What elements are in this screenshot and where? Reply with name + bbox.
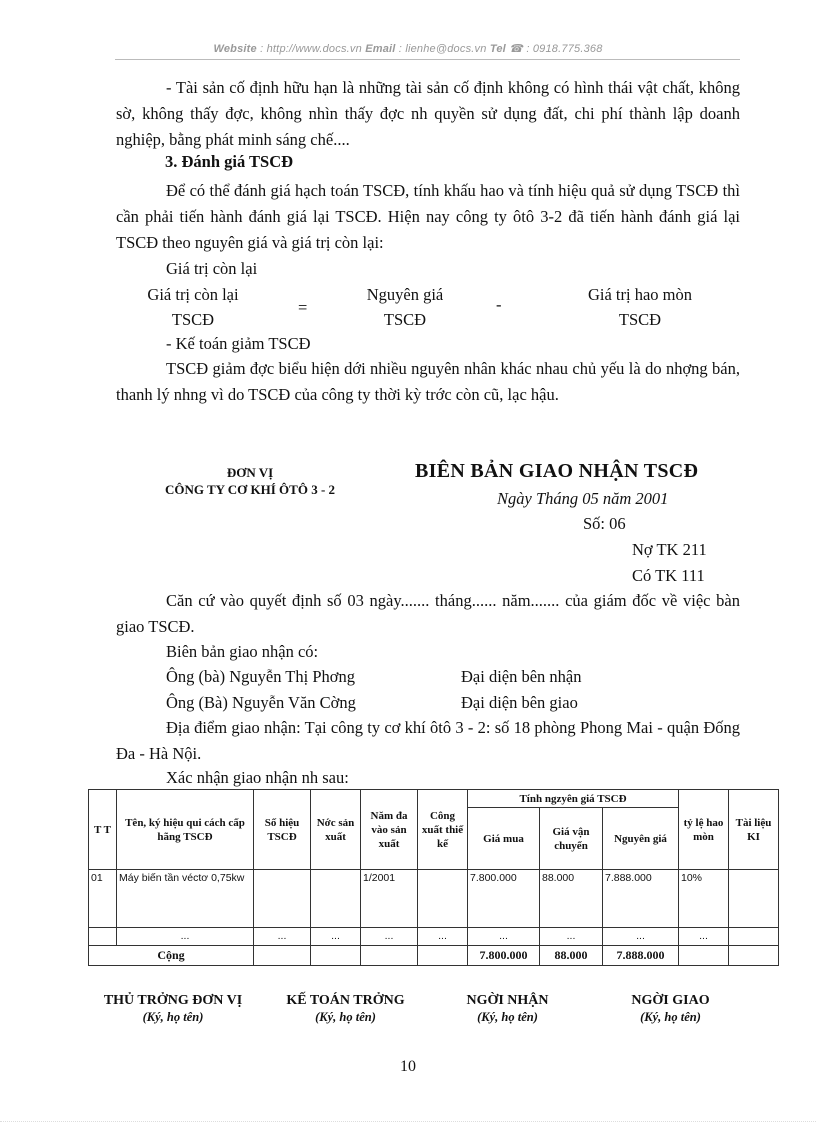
dots-cell: ... — [603, 928, 679, 946]
signature-chief-accountant — [268, 992, 423, 1026]
dots-cell: ... — [540, 928, 603, 946]
row-docs — [729, 870, 779, 928]
confirm-line: Xác nhận giao nhận nh sau: — [166, 768, 349, 787]
signature-receiver — [430, 992, 585, 1026]
signature-note: (Ký, họ tên) — [477, 1010, 538, 1024]
dots-cell: ... — [311, 928, 361, 946]
unit-block — [120, 464, 380, 498]
signature-note: (Ký, họ tên) — [142, 1010, 204, 1024]
credit-account: Có TK 111 — [632, 566, 705, 585]
signature-head-of-unit — [88, 992, 258, 1026]
dots-cell: ... — [254, 928, 311, 946]
paragraph-decrease-heading: - Kế toán giảm TSCĐ — [166, 334, 311, 353]
formula-lhs-bottom: TSCĐ — [171, 310, 215, 329]
row-transport: 88.000 — [540, 870, 603, 928]
total-original: 7.888.000 — [603, 946, 679, 966]
unit-label: ĐƠN VỊ — [226, 465, 274, 480]
row-rate: 10% — [679, 870, 729, 928]
row-year-use: 1/2001 — [361, 870, 418, 928]
col-code: Số hiệu TSCĐ — [254, 790, 311, 870]
row-code — [254, 870, 311, 928]
formula-minus: - — [496, 295, 502, 314]
col-tt: T T — [89, 790, 117, 870]
row-country — [311, 870, 361, 928]
tel-label: Tel — [489, 43, 506, 55]
page-number: 10 — [400, 1058, 416, 1075]
dots-cell — [89, 928, 117, 946]
dots-cell: ... — [117, 928, 254, 946]
col-docs: Tài liệu KI — [729, 790, 779, 870]
formula-mid-bottom: TSCĐ — [383, 310, 427, 329]
debit-account: Nợ TK 211 — [632, 540, 707, 559]
col-year-use: Năm đa vào sản xuất — [361, 790, 418, 870]
tel-value: : 0918.775.368 — [523, 43, 603, 55]
unit-company: CÔNG TY CƠ KHÍ ÔTÔ 3 - 2 — [164, 482, 336, 497]
footer-divider — [0, 1121, 816, 1122]
dots-cell: ... — [679, 928, 729, 946]
signature-role: KẾ TOÁN TRỞNG — [286, 993, 405, 1008]
person1-name: Ông (bà) Nguyễn Thị Phơng — [166, 667, 355, 686]
formula-lhs-top: Giá trị còn lại — [147, 285, 239, 304]
website-value: : http://www.docs.vn — [256, 43, 366, 55]
table-row — [89, 870, 779, 928]
signature-role: NGỜI NHẬN — [466, 993, 549, 1008]
row-name: Máy biến tần véctơ 0,75kw — [117, 870, 254, 928]
section-heading: 3. Đánh giá TSCĐ — [165, 152, 294, 171]
form-title: BIÊN BẢN GIAO NHẬN TSCĐ — [415, 460, 699, 482]
email-label: Email — [365, 43, 396, 55]
person1-role: Đại diện bên nhận — [461, 667, 582, 686]
col-price: Giá mua — [468, 808, 540, 870]
page-header — [0, 42, 816, 55]
formula-rhs-top: Giá trị hao mòn — [587, 285, 693, 304]
header-divider — [115, 59, 740, 60]
total-transport: 88.000 — [540, 946, 603, 966]
paragraph-decrease: TSCĐ giảm đợc biểu hiện dới nhiều nguyên nhân khác nhau chủ yếu là do nhợng bán, thanh lý nhng vì do TSCĐ của công ty thời kỳ trớc còn cũ, lạc hậu. — [116, 359, 740, 404]
handover-location: Địa điểm giao nhận: Tại công ty cơ khí ôtô 3 - 2: số 18 phòng Phong Mai - quận Đống Đa - Hà Nội. — [116, 718, 740, 763]
record-intro: Biên bản giao nhận có: — [166, 642, 319, 661]
dots-cell: ... — [418, 928, 468, 946]
form-basis: Căn cứ vào quyết định số 03 ngày....... tháng...... năm....... của giám đốc về việc bàn giao TSCĐ. — [116, 591, 740, 636]
website-label: Website — [213, 43, 257, 55]
col-country: Nớc sản xuất — [311, 790, 361, 870]
paragraph-remaining-value: Giá trị còn lại — [166, 259, 258, 278]
email-value: : lienhe@docs.vn — [395, 43, 490, 55]
total-label: Cộng — [89, 946, 254, 966]
person2-role: Đại diện bên giao — [461, 693, 578, 712]
row-year-design — [418, 870, 468, 928]
col-group-cost: Tính ngzyên giá TSCĐ — [468, 790, 679, 808]
row-price: 7.800.000 — [468, 870, 540, 928]
table-row-dots — [89, 928, 779, 946]
row-tt: 01 — [89, 870, 117, 928]
col-name: Tên, ký hiệu qui cách cấp hãng TSCĐ — [117, 790, 254, 870]
paragraph-evaluation: Để có thể đánh giá hạch toán TSCĐ, tính khấu hao và tính hiệu quả sử dụng TSCĐ thì cần phải tiến hành đánh giá lại TSCĐ. Hiện nay công ty ôtô 3-2 đã tiến hành đánh giá lại TSCĐ theo nguyên giá và giá trị còn lại: — [116, 181, 740, 252]
person2-name: Ông (Bà) Nguyễn Văn Cờng — [166, 693, 356, 712]
col-rate: tỷ lệ hao mòn — [679, 790, 729, 870]
signature-note: (Ký, họ tên) — [315, 1010, 376, 1024]
paragraph-intangible-assets: - Tài sản cố định hữu hạn là những tài sản cố định không có hình thái vật chất, không sờ, không thấy đợc, không nhìn thấy đợc nh quyền sử dụng đất, chi phí thành lập doanh nghiệp, bằng phát minh sáng chế.... — [116, 78, 740, 149]
formula-equals: = — [298, 298, 308, 317]
signature-note: (Ký, họ tên) — [640, 1010, 701, 1024]
table-total-row — [89, 946, 779, 966]
dots-cell: ... — [361, 928, 418, 946]
formula-rhs-bottom: TSCĐ — [618, 310, 662, 329]
col-original: Nguyên giá — [603, 808, 679, 870]
formula-mid-top: Nguyên giá — [366, 285, 444, 304]
col-transport: Giá vận chuyển — [540, 808, 603, 870]
row-original: 7.888.000 — [603, 870, 679, 928]
signature-deliverer — [593, 992, 748, 1026]
asset-table — [88, 789, 779, 966]
phone-icon: ☎ — [509, 43, 524, 55]
signature-role: NGỜI GIAO — [631, 993, 710, 1008]
total-price: 7.800.000 — [468, 946, 540, 966]
dots-cell: ... — [468, 928, 540, 946]
form-number: Số: 06 — [583, 514, 626, 533]
form-date: Ngày Tháng 05 năm 2001 — [497, 489, 669, 508]
signature-role: THỦ TRỞNG ĐƠN VỊ — [103, 993, 243, 1008]
dots-cell — [729, 928, 779, 946]
col-year-design: Công xuất thiế kế — [418, 790, 468, 870]
